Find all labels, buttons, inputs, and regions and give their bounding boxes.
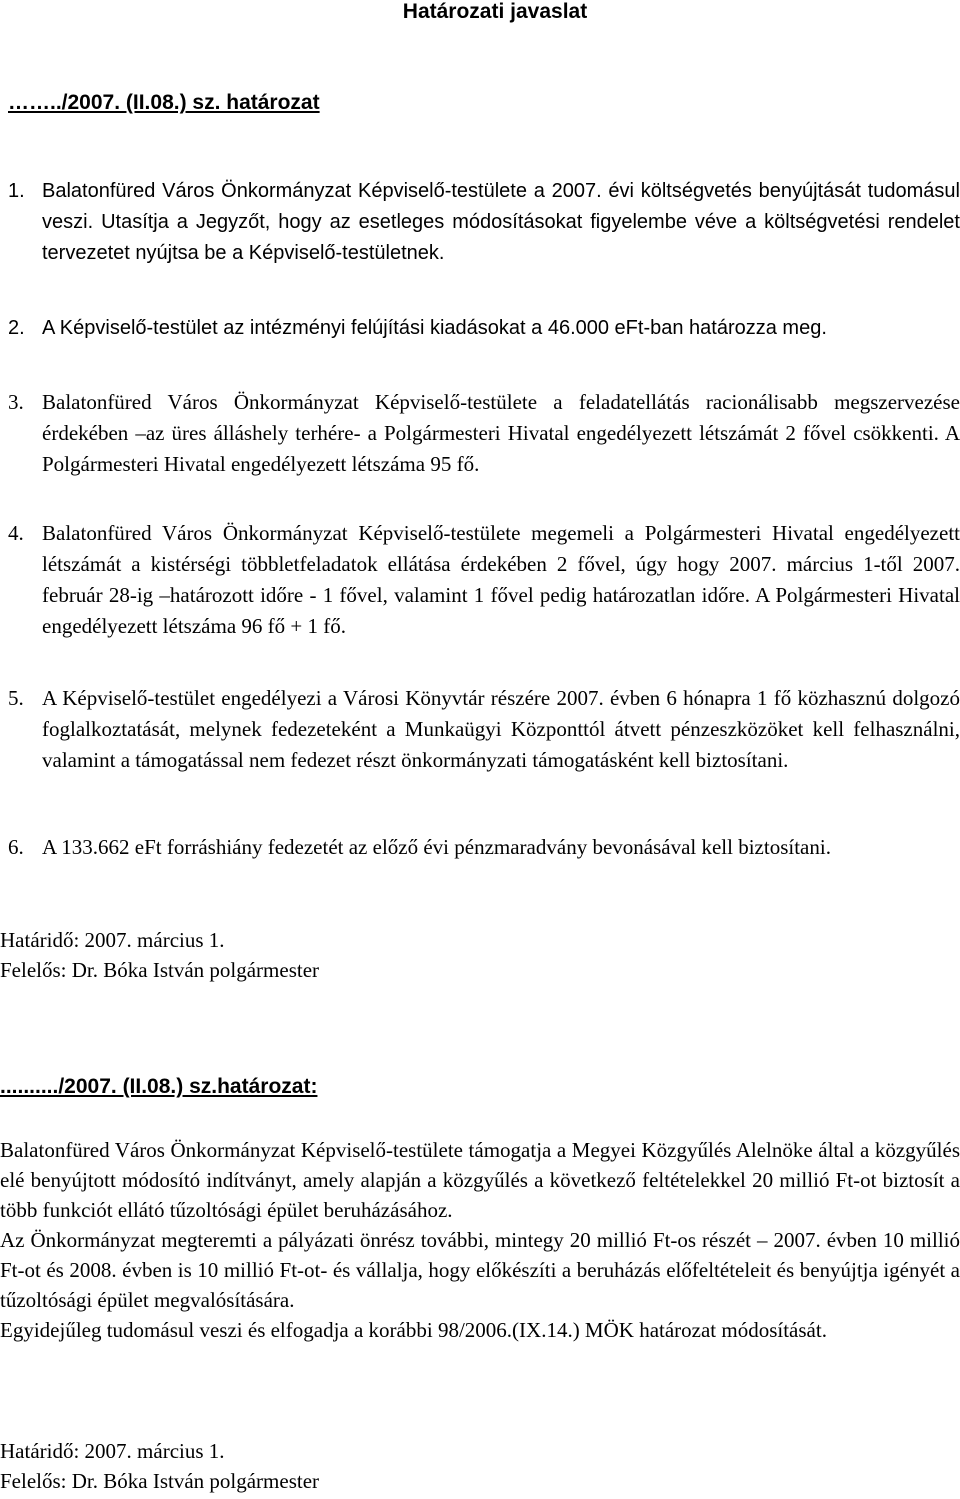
resolution-item-6 [8, 832, 960, 863]
item-number: 4. [8, 521, 24, 545]
resolution-2-number: ........../2007. (II.08.) sz.határozat: [0, 1075, 318, 1098]
resolution-item-4 [8, 518, 960, 642]
resolution-item-2 [8, 313, 960, 344]
item-text: A 133.662 eFt forráshiány fedezetét az előző évi pénzmaradvány bevonásával kell biztosítani. [42, 835, 831, 859]
resolution-item-1 [8, 176, 960, 269]
item-text: A Képviselő-testület engedélyezi a Városi Könyvtár részére 2007. évben 6 hónapra 1 fő közhasznú dolgozó foglalkoztatását, melynek fedezeteként a Munkaügyi Központtól átvett pénzeszközöket kell felhasználni, valamint a támogatással nem fedezet részt önkormányzati támogatásként kell biztosítani. [42, 686, 960, 772]
item-text: A Képviselő-testület az intézményi felújítási kiadásokat a 46.000 eFt-ban határozza meg. [42, 317, 827, 339]
resolution-item-3 [8, 387, 960, 480]
resolution-number: ……../2007. (II.08.) sz. határozat [8, 91, 320, 114]
item-number: 2. [8, 317, 25, 339]
responsible-person: Felelős: Dr. Bóka István polgármester [0, 1469, 320, 1493]
item-text: Balatonfüred Város Önkormányzat Képviselő-testülete a 2007. évi költségvetés benyújtását tudomásul veszi. Utasítja a Jegyzőt, hogy az esetleges módosításokat figyelembe véve a költségvetési rendelet tervezetet nyújtsa be a Képviselő-testületnek. [42, 180, 960, 264]
item-text: Balatonfüred Város Önkormányzat Képviselő-testülete megemeli a Polgármesteri Hivatal engedélyezett létszámát a kistérségi többletfeladatok ellátása érdekében 2 fővel, úgy hogy 2007. március 1-től 2007. február 28-ig –határozott időre - 1 fővel, valamint 1 fővel pedig határozatlan időre. A Polgármesteri Hivatal engedélyezett létszáma 96 fő + 1 fő. [42, 521, 960, 638]
deadline: Határidő: 2007. március 1. [0, 928, 225, 952]
page-title: Határozati javaslat [402, 0, 588, 23]
paragraph: Az Önkormányzat megteremti a pályázati önrész további, mintegy 20 millió Ft-os részét – 2007. évben 10 millió Ft-ot és 2008. évben is 10 millió Ft-ot- és vállalja, hogy előkészíti a beruházás előfeltételeit és benyújtja igényét a tűzoltósági épület megvalósítására. [0, 1228, 960, 1312]
resolution-2-body [0, 1135, 960, 1345]
paragraph: Balatonfüred Város Önkormányzat Képviselő-testülete támogatja a Megyei Közgyűlés Alelnöke által a közgyűlés elé benyújtott módosító indítványt, amely alapján a közgyűlés a következő feltételekkel 20 millió Ft-ot biztosít a több funkciót ellátó tűzoltósági épület beruházásához. [0, 1138, 960, 1222]
item-number: 1. [8, 180, 25, 202]
item-text: Balatonfüred Város Önkormányzat Képviselő-testülete a feladatellátás racionálisabb megszervezése érdekében –az üres álláshely terhére- a Polgármesteri Hivatal engedélyezett létszámát 2 fővel csökkenti. A Polgármesteri Hivatal engedélyezett létszáma 95 fő. [42, 390, 960, 476]
paragraph: Egyidejűleg tudomásul veszi és elfogadja a korábbi 98/2006.(IX.14.) MÖK határozat módosítását. [0, 1318, 827, 1342]
item-number: 3. [8, 390, 24, 414]
item-number: 6. [8, 835, 24, 859]
responsible-person: Felelős: Dr. Bóka István polgármester [0, 958, 320, 982]
resolution-item-5 [8, 683, 960, 776]
deadline: Határidő: 2007. március 1. [0, 1439, 225, 1463]
item-number: 5. [8, 686, 24, 710]
